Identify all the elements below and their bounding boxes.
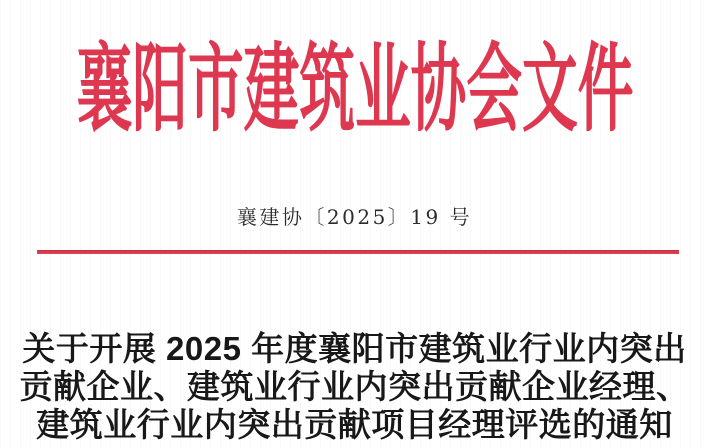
notice-title-line-3: 建筑业行业内突出贡献项目经理评选的通知 [36,406,673,443]
notice-title-line-2: 贡献企业、建筑业行业内突出贡献企业经理、 [19,368,690,405]
red-divider-line [37,250,679,254]
notice-title-line-1: 关于开展 2025 年度襄阳市建筑业行业内突出 [22,330,687,367]
document-org-title: 襄阳市建筑业协会文件 [76,32,633,145]
document-number: 襄建协〔2025〕19 号 [236,205,473,229]
notice-title [0,330,709,444]
document-header [0,30,709,148]
